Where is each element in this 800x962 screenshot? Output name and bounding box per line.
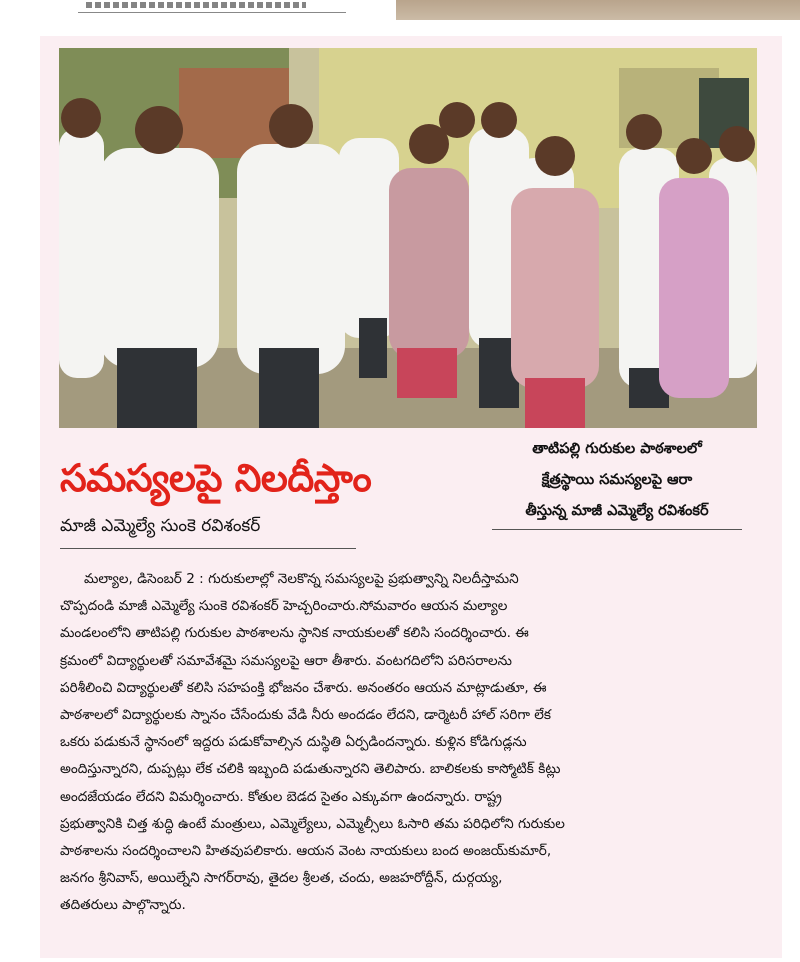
previous-article-strip [0,0,800,34]
previous-article-photo-fragment [396,0,800,20]
body-line: పరిశీలించి విద్యార్థులతో కలిసి సహపంక్తి భోజనం చేశారు. అనంతరం ఆయన మాట్లాడుతూ, ఈ [60,679,547,696]
caption-line: తాటిపల్లి గురుకుల పాఠశాలలో [532,441,702,457]
body-line: అందజేయడం లేదని విమర్శించారు. కోతుల బెడద సైతం ఎక్కువగా ఉందన్నారు. రాష్ట్ర [60,788,502,805]
caption-line: తీస్తున్న మాజీ ఎమ్మెల్యే రవిశంకర్ [525,503,709,519]
body-line: తదితరులు పాల్గొన్నారు. [60,897,186,914]
body-line: చొప్పదండి మాజీ ఎమ్మెల్యే సుంకె రవిశంకర్ హెచ్చరించారు.సోమవారం ఆయన మల్యాల [60,598,508,615]
article-headline: సమస్యలపై నిలదీస్తాం [60,456,372,500]
body-line: క్రమంలో విద్యార్థులతో సమావేశమై సమస్యలపై ఆరా తీశారు. వంటగదిలోని పరిసరాలను [60,652,512,669]
body-line: జనగం శ్రీనివాస్, అయిల్నేని సాగర్‌రావు, తైదల శ్రీలత, చందు, అజహరోద్దీన్, దుర్గయ్య, [60,870,503,887]
article-subheadline: మాజీ ఎమ్మెల్యే సుంకె రవిశంకర్ [60,508,356,549]
body-line: మల్యాల, డిసెంబర్ 2 : గురుకులాల్లో నెలకొన్న సమస్యలపై ప్రభుత్వాన్ని నిలదీస్తామని [84,571,519,587]
body-line: పాఠశాలలో విద్యార్థులకు స్నానం చేసేందుకు వేడి నీరు అందడం లేదని, డార్మెటరీ హాల్ సరిగా లేక [60,707,552,724]
body-line: ఒకరు పడుకునే స్థానంలో ఇద్దరు పడుకోవాల్సిన దుస్థితి ఏర్పడిందన్నారు. కుళ్లిన కోడిగుడ్లను [60,734,527,751]
article-photo [59,48,757,428]
body-line: అందిస్తున్నారని, దుప్పట్లు లేక చలికి ఇబ్బంది పడుతున్నారని తెలిపారు. బాలికలకు కాస్మోటిక్ కిట్లు [60,761,561,778]
body-line: ప్రభుత్వానికి చిత్త శుద్ధి ఉంటే మంత్రులు, ఎమ్మెల్యేలు, ఎమ్మెల్సీలు ఓసారి తమ పరిధిలోని గురుకుల [60,815,565,832]
photo-caption [492,434,742,530]
previous-article-heading-fragment [78,0,346,13]
caption-line: క్షేత్రస్థాయి సమస్యలపై ఆరా [541,472,693,488]
body-line: పాఠశాలను సందర్శించాలని హితవుపలికారు. ఆయన వెంట నాయకులు బంద అంజయ్‌కుమార్, [60,843,552,860]
article-body [60,566,762,920]
news-article [40,36,782,958]
body-line: మండలంలోని తాటిపల్లి గురుకుల పాఠశాలను స్థానిక నాయకులతో కలిసి సందర్శించారు. ఈ [60,625,529,642]
